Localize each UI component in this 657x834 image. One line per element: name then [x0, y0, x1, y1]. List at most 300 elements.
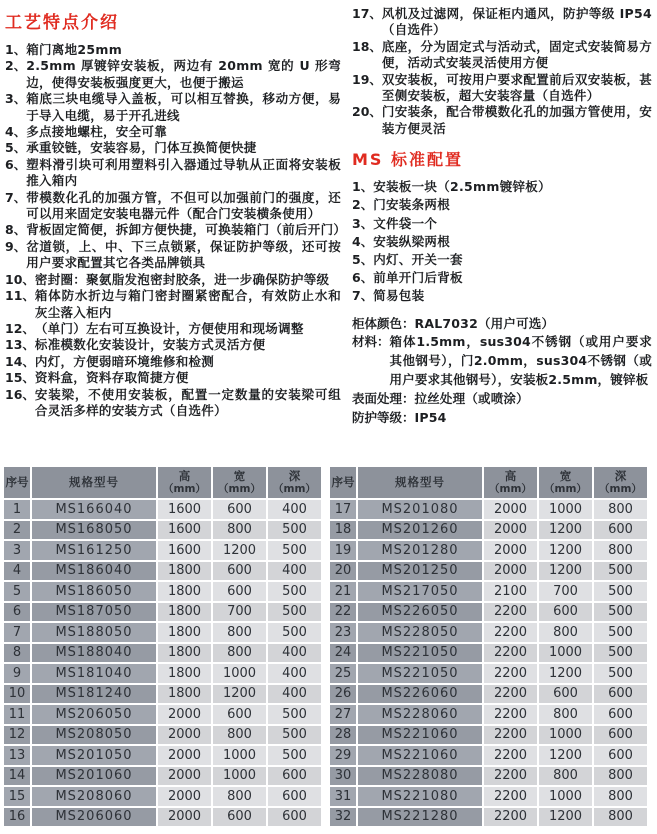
column-header-model: 规格型号	[32, 467, 156, 498]
feature-item	[352, 6, 652, 39]
row-number-cell: 2	[4, 521, 30, 540]
model-cell: MS201260	[358, 521, 482, 540]
feature-list-left	[5, 42, 347, 419]
model-cell: MS228050	[358, 623, 482, 642]
table-row	[4, 521, 321, 540]
depth-cell: 600	[594, 685, 647, 704]
height-cell: 2200	[484, 746, 537, 765]
height-cell: 1800	[158, 603, 211, 622]
width-cell: 1000	[539, 787, 592, 806]
model-cell: MS186040	[32, 562, 156, 581]
spec-value: RAL7032（用户可选）	[414, 315, 555, 331]
spec-line	[352, 390, 652, 409]
row-number-cell: 28	[330, 726, 356, 745]
width-cell: 1200	[539, 664, 592, 683]
model-cell: MS168050	[32, 521, 156, 540]
item-text: 简易包装	[373, 288, 425, 304]
item-number: 7、	[5, 189, 27, 205]
depth-cell: 800	[594, 541, 647, 560]
item-number: 3、	[5, 91, 27, 107]
table-row	[330, 500, 647, 519]
height-cell: 1800	[158, 685, 211, 704]
depth-cell: 600	[594, 521, 647, 540]
width-cell: 600	[539, 603, 592, 622]
spec-label: 材料：	[352, 334, 390, 350]
depth-cell: 500	[594, 603, 647, 622]
model-cell: MS188040	[32, 644, 156, 663]
width-cell: 800	[213, 644, 266, 663]
table-row	[330, 787, 647, 806]
table-row	[4, 500, 321, 519]
row-number-cell: 25	[330, 664, 356, 683]
item-text: 背板固定简便，拆卸方便快捷，可换装箱门（前后开门）	[26, 222, 347, 238]
table-row	[330, 664, 647, 683]
depth-cell: 400	[268, 685, 321, 704]
row-number-cell: 20	[330, 562, 356, 581]
row-number-cell: 23	[330, 623, 356, 642]
row-number-cell: 8	[4, 644, 30, 663]
depth-cell: 800	[594, 767, 647, 786]
table-row	[330, 644, 647, 663]
ms-config-item	[352, 178, 652, 196]
item-number: 17、	[352, 6, 382, 21]
item-text: 承重铰链，安装容易，门体互换简便快捷	[26, 140, 257, 156]
feature-item	[352, 72, 652, 105]
width-cell: 600	[213, 562, 266, 581]
feature-item	[5, 272, 341, 288]
height-cell: 2000	[158, 767, 211, 786]
ms-config-item	[352, 215, 652, 233]
spec-label: 柜体颜色：	[352, 315, 415, 331]
item-number: 8、	[5, 222, 27, 238]
item-text: 内灯、开关一套	[373, 252, 463, 268]
table-row	[330, 767, 647, 786]
item-text: 资料盒，资料存取简捷方便	[34, 370, 189, 386]
row-number-cell: 19	[330, 541, 356, 560]
width-cell: 700	[539, 582, 592, 601]
table-row	[4, 746, 321, 765]
column-header-height: 高 （mm）	[158, 467, 211, 498]
row-number-cell: 4	[4, 562, 30, 581]
spec-value: 拉丝处理（或喷涂）	[414, 390, 529, 406]
depth-cell: 500	[594, 582, 647, 601]
item-text: 风机及过滤网，保证柜内通风，防护等级 IP54（自选件）	[381, 6, 652, 38]
height-cell: 1800	[158, 664, 211, 683]
item-number: 13、	[5, 337, 35, 353]
row-number-cell: 9	[4, 664, 30, 683]
height-cell: 2000	[484, 562, 537, 581]
item-number: 4、	[352, 233, 374, 249]
width-cell: 800	[213, 787, 266, 806]
size-table-right-head	[330, 467, 647, 498]
model-cell: MS208050	[32, 726, 156, 745]
size-tables	[0, 462, 657, 828]
item-text: 门安装条两根	[373, 197, 451, 213]
item-text: 箱门离地25mm	[26, 42, 123, 57]
spec-block	[352, 315, 652, 428]
height-cell: 2200	[484, 644, 537, 663]
feature-item	[5, 370, 341, 386]
item-text: 带模数化孔的加强方管，不但可以加强前门的强度，还可以用来固定安装电器元件（配合门安装横条使用）	[26, 189, 341, 222]
table-row	[4, 582, 321, 601]
model-cell: MS228080	[358, 767, 482, 786]
depth-cell: 500	[268, 726, 321, 745]
table-row	[4, 685, 321, 704]
depth-cell: 500	[268, 541, 321, 560]
height-cell: 2200	[484, 685, 537, 704]
depth-cell: 500	[268, 582, 321, 601]
item-number: 19、	[352, 71, 382, 87]
height-cell: 2200	[484, 787, 537, 806]
width-cell: 1200	[539, 808, 592, 827]
width-cell: 1200	[539, 746, 592, 765]
height-cell: 2000	[484, 541, 537, 560]
row-number-cell: 31	[330, 787, 356, 806]
table-row	[4, 562, 321, 581]
spec-line	[352, 315, 652, 334]
table-row	[4, 767, 321, 786]
feature-item	[352, 39, 652, 72]
table-row	[330, 808, 647, 827]
feature-item	[5, 239, 341, 272]
column-header-unit: （mm）	[544, 482, 587, 495]
ms-config-list	[352, 178, 652, 305]
depth-cell: 500	[594, 623, 647, 642]
width-cell: 1000	[213, 746, 266, 765]
header-row	[4, 467, 321, 498]
height-cell: 2000	[158, 705, 211, 724]
model-cell: MS221080	[358, 787, 482, 806]
width-cell: 1000	[539, 500, 592, 519]
feature-item	[5, 337, 341, 353]
width-cell: 1200	[539, 562, 592, 581]
width-cell: 1200	[213, 685, 266, 704]
spec-value: 箱体1.5mm，sus304不锈钢（或用户要求其他钢号），门2.0mm，sus304不锈钢（或用户要求其他钢号），安装板2.5mm，镀锌板	[389, 334, 652, 388]
model-cell: MS161250	[32, 541, 156, 560]
depth-cell: 500	[268, 623, 321, 642]
model-cell: MS206060	[32, 808, 156, 827]
model-cell: MS226060	[358, 685, 482, 704]
column-header-unit: （mm）	[218, 482, 261, 495]
row-number-cell: 21	[330, 582, 356, 601]
height-cell: 1800	[158, 623, 211, 642]
item-number: 3、	[352, 215, 374, 231]
model-cell: MS221060	[358, 726, 482, 745]
model-cell: MS201050	[32, 746, 156, 765]
depth-cell: 500	[594, 664, 647, 683]
item-number: 2、	[352, 197, 374, 213]
column-header-height: 高 （mm）	[484, 467, 537, 498]
width-cell: 1200	[539, 541, 592, 560]
height-cell: 2200	[484, 664, 537, 683]
height-cell: 1800	[158, 582, 211, 601]
model-cell: MS188050	[32, 623, 156, 642]
table-row	[4, 808, 321, 827]
column-header-unit: （mm）	[489, 482, 532, 495]
model-cell: MS217050	[358, 582, 482, 601]
height-cell: 1800	[158, 562, 211, 581]
depth-cell: 400	[268, 644, 321, 663]
size-table-right	[328, 465, 649, 828]
height-cell: 1600	[158, 541, 211, 560]
size-table-left-body	[4, 500, 321, 826]
height-cell: 2200	[484, 808, 537, 827]
item-text: 文件袋一个	[373, 215, 438, 231]
model-cell: MS201280	[358, 541, 482, 560]
column-header-depth: 深 （mm）	[268, 467, 321, 498]
item-text: 前单开门后背板	[373, 270, 463, 286]
ms-config-item	[352, 287, 652, 305]
spec-value: IP54	[414, 409, 447, 425]
column-header-unit: （mm）	[163, 482, 206, 495]
row-number-cell: 17	[330, 500, 356, 519]
size-table-left-head	[4, 467, 321, 498]
ms-config-title: MS 标准配置	[352, 150, 464, 170]
column-header-row-number: 序号	[330, 467, 356, 498]
model-cell: MS221280	[358, 808, 482, 827]
height-cell: 1600	[158, 500, 211, 519]
model-cell: MS181240	[32, 685, 156, 704]
height-cell: 2000	[158, 787, 211, 806]
depth-cell: 400	[268, 500, 321, 519]
item-text: 箱体防水折边与箱门密封圈紧密配合，有效防止水和灰尘落入柜内	[34, 288, 341, 320]
depth-cell: 500	[268, 521, 321, 540]
row-number-cell: 3	[4, 541, 30, 560]
table-row	[4, 726, 321, 745]
depth-cell: 500	[268, 746, 321, 765]
item-text: 多点接地螺柱，安全可靠	[26, 124, 168, 140]
column-header-depth: 深 （mm）	[594, 467, 647, 498]
table-row	[330, 726, 647, 745]
item-number: 14、	[5, 353, 35, 369]
item-text: 塑料滑引块可利用塑料引入器通过导轨从正面将安装板推入箱内	[26, 156, 341, 189]
width-cell: 1200	[539, 521, 592, 540]
item-number: 16、	[5, 386, 35, 402]
width-cell: 800	[539, 623, 592, 642]
depth-cell: 600	[268, 808, 321, 827]
feature-item	[5, 321, 341, 337]
row-number-cell: 26	[330, 685, 356, 704]
item-text: 安装纵梁两根	[373, 233, 451, 249]
feature-item	[5, 354, 341, 370]
row-number-cell: 14	[4, 767, 30, 786]
feature-item	[5, 140, 341, 156]
model-cell: MS228060	[358, 705, 482, 724]
item-number: 20、	[352, 104, 382, 120]
item-text: 安装梁，不使用安装板，配置一定数量的安装梁可组合灵活多样的安装方式（自选件）	[34, 386, 341, 418]
width-cell: 800	[539, 705, 592, 724]
column-header-model: 规格型号	[358, 467, 482, 498]
column-header-width: 宽 （mm）	[213, 467, 266, 498]
item-number: 18、	[352, 38, 382, 54]
depth-cell: 400	[268, 664, 321, 683]
width-cell: 1000	[539, 644, 592, 663]
feature-item	[352, 104, 652, 137]
table-row	[4, 705, 321, 724]
height-cell: 2000	[484, 521, 537, 540]
height-cell: 2000	[158, 808, 211, 827]
model-cell: MS206050	[32, 705, 156, 724]
item-number: 5、	[5, 140, 27, 156]
height-cell: 2000	[158, 746, 211, 765]
feature-item	[5, 42, 341, 58]
row-number-cell: 24	[330, 644, 356, 663]
depth-cell: 400	[268, 562, 321, 581]
width-cell: 600	[213, 705, 266, 724]
model-cell: MS208060	[32, 787, 156, 806]
row-number-cell: 1	[4, 500, 30, 519]
item-number: 5、	[352, 252, 374, 268]
table-row	[330, 582, 647, 601]
feature-list-continued	[352, 6, 652, 137]
width-cell: 800	[539, 767, 592, 786]
item-number: 6、	[5, 156, 27, 172]
table-row	[330, 521, 647, 540]
width-cell: 600	[213, 582, 266, 601]
item-number: 4、	[5, 124, 27, 140]
width-cell: 600	[213, 808, 266, 827]
table-row	[4, 664, 321, 683]
row-number-cell: 32	[330, 808, 356, 827]
feature-item	[5, 222, 347, 238]
height-cell: 2200	[484, 603, 537, 622]
depth-cell: 800	[594, 787, 647, 806]
model-cell: MS187050	[32, 603, 156, 622]
header-row	[330, 467, 647, 498]
model-cell: MS186050	[32, 582, 156, 601]
height-cell: 2200	[484, 726, 537, 745]
height-cell: 2000	[484, 500, 537, 519]
item-number: 10、	[5, 271, 35, 287]
item-text: 双安装板，可按用户要求配置前后双安装板，甚至侧安装板，超大安装容量（自选件）	[381, 71, 652, 104]
height-cell: 2200	[484, 705, 537, 724]
row-number-cell: 27	[330, 705, 356, 724]
feature-item	[5, 91, 341, 124]
spec-label: 防护等级：	[352, 409, 415, 425]
model-cell: MS221060	[358, 746, 482, 765]
item-number: 7、	[352, 288, 374, 304]
width-cell: 1200	[213, 541, 266, 560]
item-number: 6、	[352, 270, 374, 286]
model-cell: MS221050	[358, 644, 482, 663]
depth-cell: 500	[268, 705, 321, 724]
width-cell: 600	[539, 685, 592, 704]
item-text: 底座，分为固定式与活动式，固定式安装简易方便，活动式安装灵活使用方便	[381, 38, 652, 71]
depth-cell: 600	[594, 705, 647, 724]
table-row	[4, 623, 321, 642]
width-cell: 1000	[213, 664, 266, 683]
features-column	[5, 6, 347, 462]
item-text: 密封圈：聚氨脂发泡密封胶条，进一步确保防护等级	[34, 271, 330, 287]
model-cell: MS201060	[32, 767, 156, 786]
model-cell: MS181040	[32, 664, 156, 683]
column-header-unit: （mm）	[599, 482, 642, 495]
column-header-unit: （mm）	[273, 482, 316, 495]
table-row	[330, 746, 647, 765]
model-cell: MS221050	[358, 664, 482, 683]
item-text: 内灯，方便弱暗环境维修和检测	[34, 353, 215, 369]
config-column	[352, 6, 652, 462]
model-cell: MS226050	[358, 603, 482, 622]
height-cell: 2100	[484, 582, 537, 601]
depth-cell: 800	[594, 808, 647, 827]
height-cell: 2200	[484, 623, 537, 642]
table-row	[4, 644, 321, 663]
table-row	[330, 603, 647, 622]
item-text: 门安装条，配合带模数化孔的加强方管使用，安装方便灵活	[381, 104, 652, 136]
table-row	[330, 562, 647, 581]
feature-item	[5, 288, 341, 321]
width-cell: 600	[213, 500, 266, 519]
row-number-cell: 11	[4, 705, 30, 724]
height-cell: 2000	[158, 726, 211, 745]
height-cell: 2200	[484, 767, 537, 786]
row-number-cell: 13	[4, 746, 30, 765]
row-number-cell: 6	[4, 603, 30, 622]
row-number-cell: 10	[4, 685, 30, 704]
feature-item	[5, 190, 341, 223]
width-cell: 1000	[213, 767, 266, 786]
item-text: 箱底三块电缆导入盖板，可以相互替换，移动方便，易于导入电缆，易于开孔进线	[26, 91, 341, 123]
row-number-cell: 16	[4, 808, 30, 827]
item-number: 9、	[5, 238, 27, 254]
row-number-cell: 18	[330, 521, 356, 540]
table-row	[4, 541, 321, 560]
depth-cell: 500	[268, 603, 321, 622]
item-text: 安装板一块（2.5mm镀锌板）	[373, 179, 551, 195]
features-title: 工艺特点介绍	[5, 13, 119, 33]
width-cell: 800	[213, 726, 266, 745]
item-number: 11、	[5, 288, 35, 304]
item-number: 15、	[5, 370, 35, 386]
feature-item	[5, 157, 341, 190]
depth-cell: 600	[594, 746, 647, 765]
size-table-left	[2, 465, 323, 828]
width-cell: 800	[213, 521, 266, 540]
depth-cell: 800	[594, 500, 647, 519]
height-cell: 1800	[158, 644, 211, 663]
model-cell: MS166040	[32, 500, 156, 519]
model-cell: MS201080	[358, 500, 482, 519]
table-row	[330, 623, 647, 642]
width-cell: 800	[213, 623, 266, 642]
width-cell: 700	[213, 603, 266, 622]
ms-config-item	[352, 233, 652, 251]
row-number-cell: 15	[4, 787, 30, 806]
ms-config-item	[352, 196, 652, 214]
table-row	[330, 705, 647, 724]
row-number-cell: 22	[330, 603, 356, 622]
feature-item	[5, 124, 341, 140]
table-row	[330, 541, 647, 560]
row-number-cell: 29	[330, 746, 356, 765]
depth-cell: 600	[268, 787, 321, 806]
item-number: 2、	[5, 58, 27, 74]
row-number-cell: 7	[4, 623, 30, 642]
depth-cell: 500	[594, 644, 647, 663]
spec-line	[352, 409, 652, 428]
row-number-cell: 30	[330, 767, 356, 786]
ms-config-item	[352, 269, 652, 287]
item-number: 1、	[352, 179, 374, 195]
item-number: 12、	[5, 320, 35, 336]
depth-cell: 600	[594, 726, 647, 745]
item-text: （单门）左右可互换设计，方便使用和现场调整	[34, 320, 304, 336]
spec-label: 表面处理：	[352, 390, 415, 406]
item-text: 2.5mm 厚镀锌安装板，两边有 20mm 宽的 U 形弯边，使得安装板强度更大，也便于搬运	[26, 58, 341, 90]
height-cell: 1600	[158, 521, 211, 540]
spec-line	[352, 333, 652, 389]
